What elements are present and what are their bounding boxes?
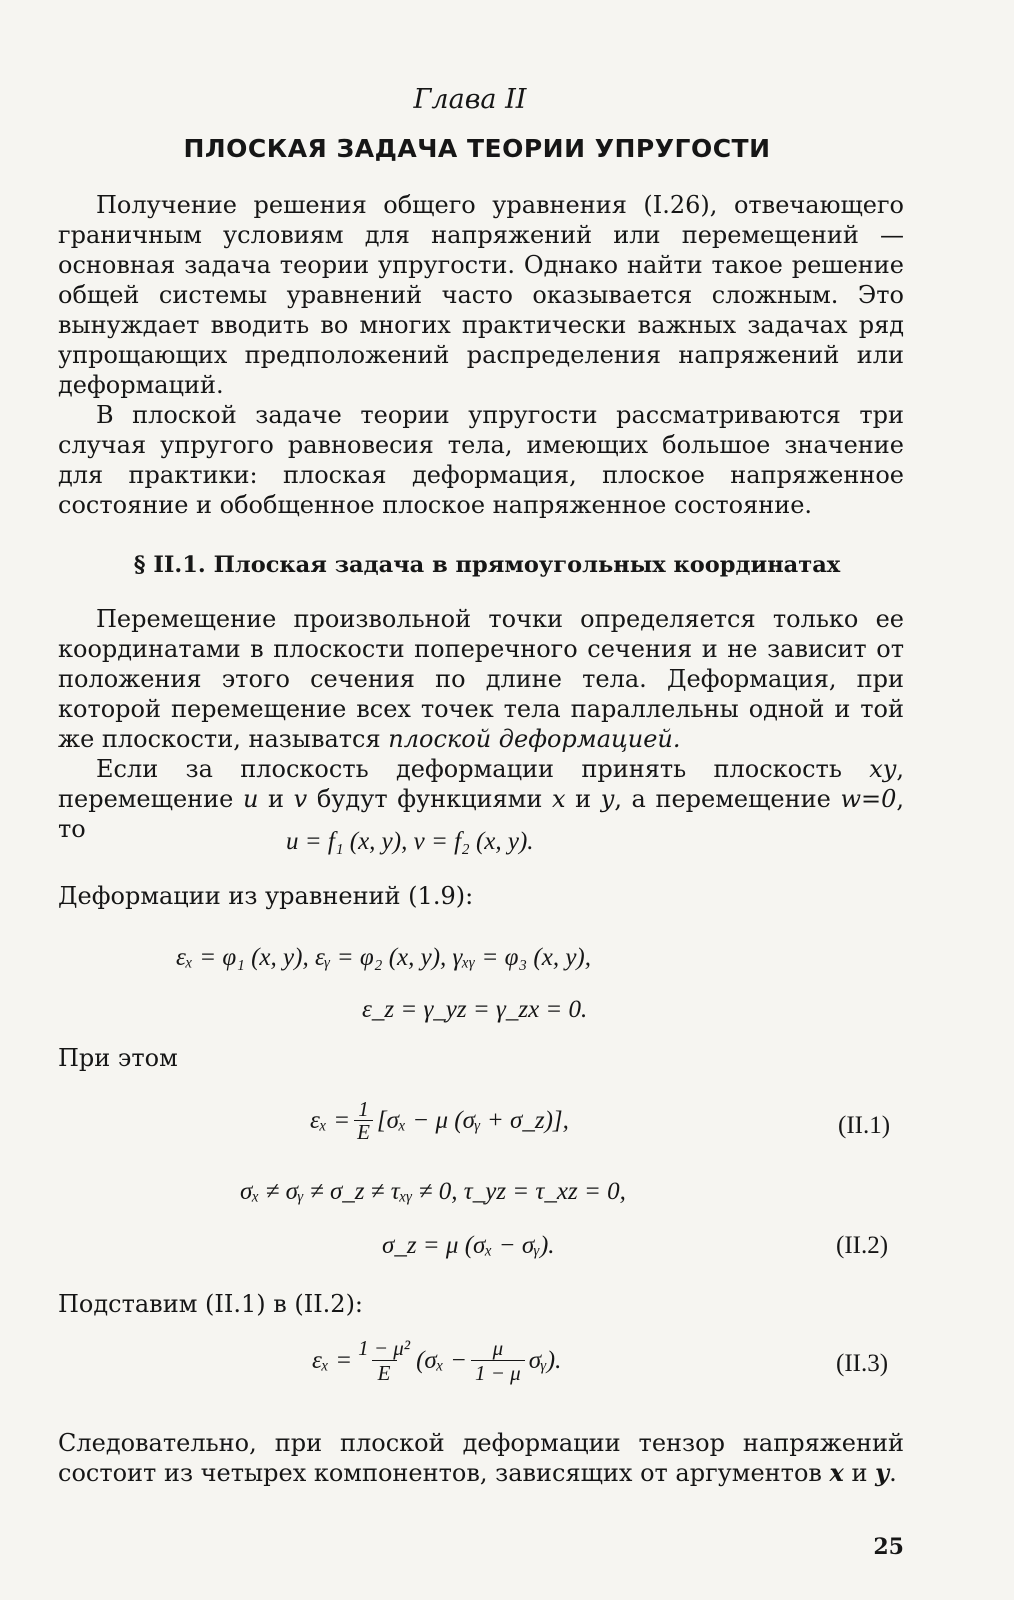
eq-II3-numerator: 1 − μ²: [358, 1336, 411, 1360]
text-deformations: Деформации из уравнений (1.9):: [58, 882, 474, 910]
conclusion-text: [58, 1428, 904, 1488]
chapter-title: ПЛОСКАЯ ЗАДАЧА ТЕОРИИ УПРУГОСТИ: [183, 134, 771, 163]
var-v: v: [293, 785, 308, 813]
var-u: u: [242, 785, 259, 813]
p2-d: будут функциями: [307, 785, 552, 813]
equation-II3: [312, 1336, 561, 1385]
conclusion-end: .: [889, 1459, 897, 1487]
eq-II1-denominator: E: [354, 1120, 373, 1143]
eq-II3-numerator-2: μ: [492, 1336, 504, 1360]
text-pri-etom: При этом: [58, 1044, 178, 1072]
p2-f: , а перемещение: [614, 785, 841, 813]
conclusion-var-y: y: [875, 1458, 890, 1487]
conclusion-plain: Следовательно, при плоской деформации тензор напряжений состоит из четырех компонентов, зависящих от аргументов: [58, 1429, 904, 1487]
var-xy: xy: [869, 755, 897, 783]
eq-II3-fraction-1: [358, 1336, 410, 1385]
term-plane-strain: плоской деформацией.: [388, 725, 681, 753]
conclusion-var-x: x: [829, 1458, 844, 1487]
p2-e: и: [565, 785, 601, 813]
var-y: y: [600, 785, 615, 813]
equation-II1: [310, 1098, 569, 1143]
equation-label-II1: (II.1): [838, 1112, 891, 1139]
equation-label-II3: (II.3): [836, 1350, 889, 1377]
eq-II3-lhs: εₓ =: [312, 1346, 353, 1374]
p2-g: , то: [58, 785, 904, 843]
eq-II3-fraction-2: [471, 1336, 525, 1385]
p2-c: и: [258, 785, 294, 813]
equation-II2-line1: σₓ ≠ σᵧ ≠ σ_z ≠ τₓᵧ ≠ 0, τ_yz = τ_xz = 0,: [240, 1178, 626, 1205]
eq-II1-lhs: εₓ =: [310, 1106, 351, 1134]
equation-II2-line2: σ_z = μ (σₓ − σᵧ).: [382, 1232, 555, 1259]
section-text: [58, 604, 904, 844]
var-x: x: [551, 785, 566, 813]
section-paragraph-1-text: Перемещение произвольной точки определяется только ее координатами в плоскости поперечного сечения и не зависит от положения этого сечения по длине тела. Деформация, при которой перемещение всех точек тела параллельны одной и той же плоскости, называтся: [58, 605, 904, 753]
text-substitute: Подставим (II.1) в (II.2):: [58, 1290, 364, 1318]
p2-b: , перемещение: [58, 755, 904, 813]
equation-label-II2: (II.2): [836, 1232, 889, 1259]
section-heading: § II.1. Плоская задача в прямоугольных координатах: [133, 552, 841, 578]
equation-strains-2: ε_z = γ_yz = γ_zx = 0.: [362, 996, 588, 1023]
eq-II3-denominator-2: 1 − μ: [471, 1360, 525, 1385]
intro-text: [58, 190, 904, 520]
section-paragraph-1: [58, 604, 904, 754]
eq-II3-end: σᵧ).: [528, 1346, 562, 1374]
equation-displacements: u = f₁ (x, y), v = f₂ (x, y).: [286, 828, 534, 855]
chapter-heading: Глава II: [413, 84, 527, 115]
intro-paragraph-1: Получение решения общего уравнения (I.26), отвечающего граничным условиям для напряжений или перемещений — основная задача теории упругости. Однако найти такое решение общей системы уравнений часто оказывается сложным. Это вынуждает вводить во многих практически важных задачах ряд упрощающих предположений распределения напряжений или деформаций.: [58, 191, 904, 399]
eq-II3-mid: (σₓ −: [416, 1346, 467, 1374]
equation-strains-1: εₓ = φ₁ (x, y), εᵧ = φ₂ (x, y), γₓᵧ = φ₃ (x, y),: [176, 944, 591, 971]
var-w0: w=0: [840, 785, 897, 813]
eq-II3-denominator: E: [372, 1360, 397, 1385]
page-number: 25: [873, 1534, 904, 1560]
eq-II1-numerator: 1: [358, 1097, 369, 1121]
eq-II1-rhs: [σₓ − μ (σᵧ + σ_z)],: [376, 1106, 569, 1134]
eq-II1-fraction: [354, 1098, 373, 1143]
conclusion-and: и: [843, 1459, 876, 1487]
p2-a: Если за плоскость деформации принять плоскость: [96, 755, 870, 783]
intro-paragraph-2: В плоской задаче теории упругости рассматриваются три случая упругого равновесия тела, имеющих большое значение для практики: плоская деформация, плоское напряженное состояние и обобщенное плоское напряженное состояние.: [58, 401, 904, 519]
